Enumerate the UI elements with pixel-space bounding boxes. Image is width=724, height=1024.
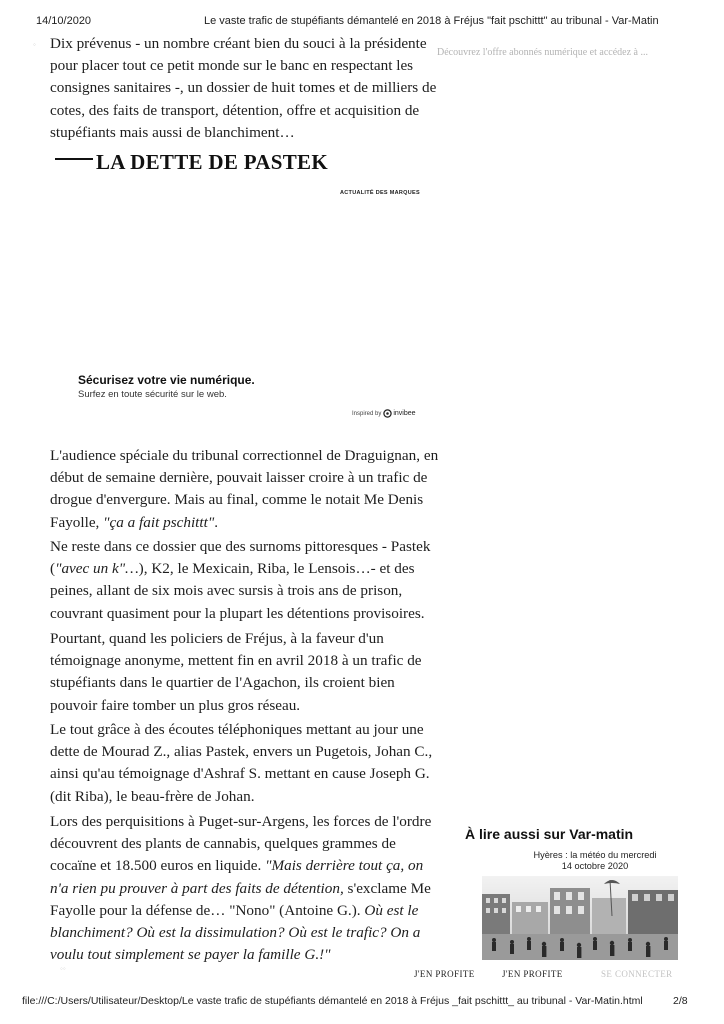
section-heading: LA DETTE DE PASTEK: [96, 150, 328, 174]
p5-text-b: s'exclame Me Fayolle pour la défense de… "Nono" (Antoine G.).: [50, 879, 431, 919]
section-rule: [55, 158, 93, 160]
scan-artifact: ◦◦: [60, 964, 66, 973]
p1-text: L'audience spéciale du tribunal correctionnel de Draguignan, en début de semaine dernière, pouvait laisser croire à un trafic de drogue d'envergure. Mais au final, comme le notait Me Denis Fayolle,: [50, 447, 439, 531]
scan-artifact: ◦: [33, 40, 36, 49]
p1-quote: "ça a fait pschittt": [103, 513, 215, 531]
invibee-icon: [383, 409, 392, 418]
city-square-photo: [482, 876, 678, 960]
intro-paragraph: Dix prévenus - un nombre créant bien du souci à la présidente pour placer tout ce petit monde sur le banc en respectant les consignes sanitaires -, un dossier de huit tomes et de milliers de cotes, des faits de transport, détention, offre et acquisition de stupéfiants mais aussi de blanchiment…: [50, 35, 437, 141]
p2-quote: "avec un k"…: [55, 560, 139, 578]
brand-content-label: ACTUALITÉ DES MARQUES: [340, 190, 420, 196]
sponsor-logo: [383, 409, 415, 418]
related-photo[interactable]: [482, 876, 678, 960]
print-page-number: 2/8: [673, 995, 688, 1007]
subscribe-button-2[interactable]: J'EN PROFITE: [502, 969, 563, 979]
article-paragraph-4: Le tout grâce à des écoutes téléphoniques mettant au jour une dette de Mourad Z., alias Pastek, envers un Pugetois, Johan C., ainsi qu'au témoignage d'Ashraf S. mettant en cause Joseph G. (dit Riba), le beau-frère de Johan.: [50, 721, 433, 805]
p1-end: .: [214, 513, 218, 531]
p2-text-b: ), K2, le Mexicain, Riba, le Lensois…- et des peines, allant de six mois avec sursis à trois ans de prison, couvrant quasiment pour la plupart les détentions provisoires.: [50, 560, 425, 622]
print-page-title: Le vaste trafic de stupéfiants démantelé en 2018 à Fréjus "fait pschittt" au tribunal - Var-Matin: [204, 15, 659, 27]
print-date: 14/10/2020: [36, 15, 92, 27]
p5-quote-1: "Mais derrière tout ça, on n'a rien pu prouver à part des faits de détention,: [50, 857, 424, 897]
article-paragraph-2: [50, 536, 445, 625]
article-paragraph-1: [50, 445, 445, 534]
ad-subtitle: Surfez en toute sécurité sur le web.: [78, 389, 227, 400]
article-paragraph-5: [50, 811, 445, 966]
login-button[interactable]: SE CONNECTER: [601, 969, 673, 979]
article-paragraph-3: Pourtant, quand les policiers de Fréjus, à la faveur d'un témoignage anonyme, mettent fin en avril 2018 à un trafic de stupéfiants dans le quartier de l'Agachon, ils croient bien pouvoir faire tomber un plus gros réseau.: [50, 630, 422, 714]
subscribe-banner[interactable]: Découvrez l'offre abonnés numérique et accédez à ...: [437, 47, 648, 58]
p5-text-a: Lors des perquisitions à Puget-sur-Argens, les forces de l'ordre découvrent des plants de cannabis, quelques grammes de cocaïne et 18.500 euros en liquide.: [50, 813, 432, 875]
sponsor-name: invibee: [393, 410, 416, 417]
print-file-path: file:///C:/Users/Utilisateur/Desktop/Le vaste trafic de stupéfiants démantelé en 2018 à Fréjus _fait pschittt_ au tribunal - Var-Matin.html: [22, 995, 643, 1007]
related-caption[interactable]: Hyères : la météo du mercredi 14 octobre 2020: [533, 850, 657, 871]
p2-text-a: Ne reste dans ce dossier que des surnoms pittoresques - Pastek (: [50, 538, 431, 578]
related-heading: À lire aussi sur Var-matin: [465, 826, 634, 842]
ad-inspired-label: Inspired by: [352, 410, 382, 417]
p5-quote-2: Où est le blanchiment? Où est la dissimulation? Où est le trafic? On a voulu tout simplement se payer la famille G.!": [50, 901, 421, 964]
ad-title[interactable]: Sécurisez votre vie numérique.: [78, 373, 255, 387]
subscribe-button-1[interactable]: J'EN PROFITE: [414, 969, 475, 979]
ad-sponsor[interactable]: [352, 409, 416, 418]
